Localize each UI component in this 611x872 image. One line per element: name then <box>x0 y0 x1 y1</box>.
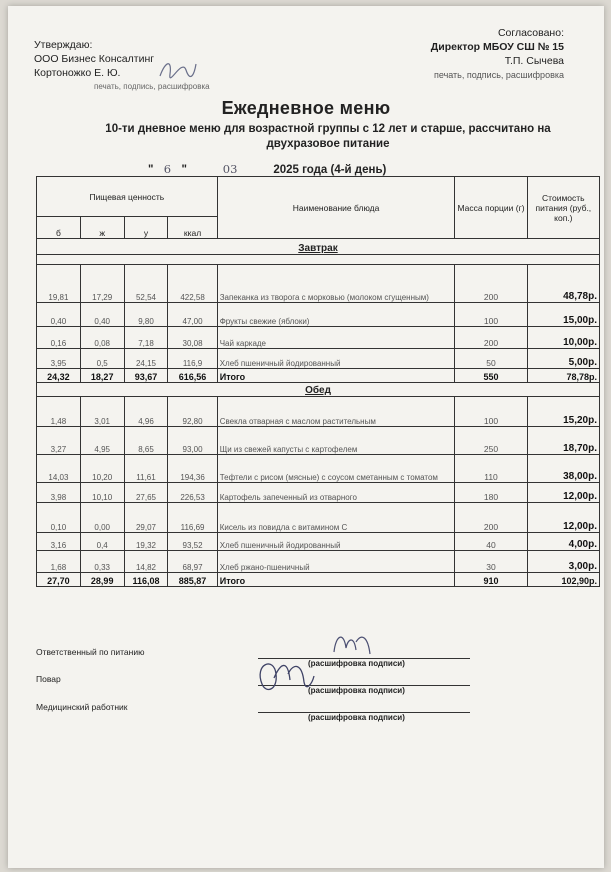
fat-cell: 0,40 <box>80 303 124 327</box>
dish-name-cell: Свекла отварная с маслом растительным <box>217 397 455 427</box>
dish-name-cell: Кисель из повидла с витамином С <box>217 503 455 533</box>
fat-cell: 4,95 <box>80 427 124 455</box>
total-fat: 28,99 <box>80 573 124 587</box>
total-carbs: 93,67 <box>124 369 168 383</box>
cost-cell: 5,00р. <box>527 349 599 369</box>
name-header: Наименование блюда <box>217 177 455 239</box>
cost-cell: 15,20р. <box>527 397 599 427</box>
cook-label: Повар <box>36 674 61 684</box>
date-year: 2025 года (4-й день) <box>273 164 387 176</box>
approval-person: Кортоножко Е. Ю. <box>34 67 121 79</box>
carbs-cell: 52,54 <box>124 265 168 303</box>
mass-cell: 110 <box>455 455 527 483</box>
total-mass: 910 <box>455 573 527 587</box>
table-row <box>37 533 600 551</box>
agreement-position: Директор МБОУ СШ № 15 <box>430 41 564 53</box>
cost-cell: 12,00р. <box>527 503 599 533</box>
fat-cell: 10,10 <box>80 483 124 503</box>
dish-name-cell: Чай каркаде <box>217 327 455 349</box>
dish-name-cell: Фрукты свежие (яблоки) <box>217 303 455 327</box>
table-row <box>37 349 600 369</box>
dish-name-cell: Картофель запеченный из отварного <box>217 483 455 503</box>
carbs-cell: 7,18 <box>124 327 168 349</box>
total-mass: 550 <box>455 369 527 383</box>
kcal-cell: 30,08 <box>168 327 217 349</box>
fat-cell: 0,4 <box>80 533 124 551</box>
table-row <box>37 551 600 573</box>
protein-cell: 14,03 <box>37 455 81 483</box>
protein-cell: 1,68 <box>37 551 81 573</box>
protein-cell: 3,98 <box>37 483 81 503</box>
date-day: 6 <box>153 162 181 177</box>
fat-cell: 0,00 <box>80 503 124 533</box>
protein-cell: 3,16 <box>37 533 81 551</box>
kcal-cell: 68,97 <box>168 551 217 573</box>
responsible-caption: (расшифровка подписи) <box>308 659 405 668</box>
protein-cell: 0,10 <box>37 503 81 533</box>
approval-caption: печать, подпись, расшифровка <box>94 82 210 91</box>
lunch-section <box>37 383 600 587</box>
page-title: Ежедневное меню <box>221 98 391 118</box>
cost-cell: 3,00р. <box>527 551 599 573</box>
agreement-block <box>431 26 564 82</box>
date-line: " 6 " 03 2025 года (4-й день) <box>148 162 387 176</box>
mass-cell: 180 <box>455 483 527 503</box>
nutrition-header: Пищевая ценность <box>37 177 218 217</box>
carbs-cell: 27,65 <box>124 483 168 503</box>
agreement-title: Согласовано: <box>497 27 564 39</box>
table-row <box>37 427 600 455</box>
lunch-title-row <box>37 383 600 397</box>
fat-cell: 3,01 <box>80 397 124 427</box>
date-month: 03 <box>190 162 270 177</box>
total-cost: 102,90р. <box>527 573 599 587</box>
mass-cell: 200 <box>455 265 527 303</box>
protein-header: б <box>37 217 81 239</box>
kcal-cell: 116,69 <box>168 503 217 533</box>
table-row <box>37 503 600 533</box>
page-subtitle: 10-ти дневное меню для возрастной группы с 12 лет и старше, рассчитано на двухразовое питание <box>105 123 551 150</box>
mass-cell: 200 <box>455 327 527 349</box>
kcal-cell: 194,36 <box>168 455 217 483</box>
cost-cell: 18,70р. <box>527 427 599 455</box>
total-carbs: 116,08 <box>124 573 168 587</box>
fat-cell: 0,08 <box>80 327 124 349</box>
menu-sheet <box>8 6 604 868</box>
kcal-cell: 422,58 <box>168 265 217 303</box>
table-row <box>37 397 600 427</box>
cost-cell: 15,00р. <box>527 303 599 327</box>
table-row <box>37 327 600 349</box>
breakfast-title-row <box>37 239 600 255</box>
table-header-row <box>37 177 600 217</box>
total-cost: 78,78р. <box>527 369 599 383</box>
fat-cell: 17,29 <box>80 265 124 303</box>
protein-cell: 0,16 <box>37 327 81 349</box>
responsible-label: Ответственный по питанию <box>36 647 145 657</box>
breakfast-total-row <box>37 369 600 383</box>
cost-cell: 10,00р. <box>527 327 599 349</box>
medic-label: Медицинский работник <box>36 702 128 712</box>
total-protein: 27,70 <box>37 573 81 587</box>
total-protein: 24,32 <box>37 369 81 383</box>
cook-caption: (расшифровка подписи) <box>308 686 405 695</box>
dish-name-cell: Хлеб ржано-пшеничный <box>217 551 455 573</box>
mass-cell: 250 <box>455 427 527 455</box>
agreement-person: Т.П. Сычева <box>504 55 564 67</box>
breakfast-title: Завтрак <box>37 239 600 255</box>
mass-cell: 50 <box>455 349 527 369</box>
cost-cell: 12,00р. <box>527 483 599 503</box>
cost-header: Стоимость питания (руб., коп.) <box>527 177 599 239</box>
mass-cell: 40 <box>455 533 527 551</box>
fat-header: ж <box>80 217 124 239</box>
approval-company: ООО Бизнес Консалтинг <box>34 53 155 65</box>
kcal-cell: 93,52 <box>168 533 217 551</box>
agreement-caption: печать, подпись, расшифровка <box>433 70 564 80</box>
carbs-cell: 29,07 <box>124 503 168 533</box>
total-label: Итого <box>217 369 455 383</box>
protein-cell: 19,81 <box>37 265 81 303</box>
total-kcal: 616,56 <box>168 369 217 383</box>
carbs-cell: 19,32 <box>124 533 168 551</box>
dish-name-cell: Хлеб пшеничный йодированный <box>217 349 455 369</box>
approval-signature <box>158 56 198 82</box>
protein-cell: 1,48 <box>37 397 81 427</box>
kcal-cell: 47,00 <box>168 303 217 327</box>
mass-cell: 100 <box>455 397 527 427</box>
carbs-header: у <box>124 217 168 239</box>
approval-title: Утверждаю: <box>34 39 93 51</box>
carbs-cell: 24,15 <box>124 349 168 369</box>
mass-cell: 100 <box>455 303 527 327</box>
dish-name-cell: Тефтели с рисом (мясные) с соусом сметанным с томатом <box>217 455 455 483</box>
responsible-signature <box>330 628 374 658</box>
protein-cell: 3,95 <box>37 349 81 369</box>
menu-table <box>36 176 600 587</box>
kcal-cell: 93,00 <box>168 427 217 455</box>
cost-cell: 4,00р. <box>527 533 599 551</box>
kcal-header: ккал <box>168 217 217 239</box>
kcal-cell: 116,9 <box>168 349 217 369</box>
kcal-cell: 92,80 <box>168 397 217 427</box>
fat-cell: 10,20 <box>80 455 124 483</box>
kcal-cell: 226,53 <box>168 483 217 503</box>
total-kcal: 885,87 <box>168 573 217 587</box>
mass-cell: 200 <box>455 503 527 533</box>
fat-cell: 0,5 <box>80 349 124 369</box>
fat-cell: 0,33 <box>80 551 124 573</box>
mass-header: Масса порции (г) <box>455 177 527 239</box>
carbs-cell: 8,65 <box>124 427 168 455</box>
table-row <box>37 455 600 483</box>
spacer-row <box>37 255 600 265</box>
breakfast-section <box>37 239 600 383</box>
lunch-total-row <box>37 573 600 587</box>
medic-caption: (расшифровка подписи) <box>308 713 405 722</box>
carbs-cell: 11,61 <box>124 455 168 483</box>
dish-name-cell: Запеканка из творога с морковью (молоком сгущенным) <box>217 265 455 303</box>
table-row <box>37 303 600 327</box>
carbs-cell: 9,80 <box>124 303 168 327</box>
lunch-title: Обед <box>37 383 600 397</box>
carbs-cell: 4,96 <box>124 397 168 427</box>
cost-cell: 38,00р. <box>527 455 599 483</box>
dish-name-cell: Щи из свежей капусты с картофелем <box>217 427 455 455</box>
protein-cell: 3,27 <box>37 427 81 455</box>
cost-cell: 48,78р. <box>527 265 599 303</box>
total-fat: 18,27 <box>80 369 124 383</box>
table-row <box>37 483 600 503</box>
dish-name-cell: Хлеб пшеничный йодированный <box>217 533 455 551</box>
table-row <box>37 265 600 303</box>
mass-cell: 30 <box>455 551 527 573</box>
cook-signature <box>252 654 316 698</box>
total-label: Итого <box>217 573 455 587</box>
protein-cell: 0,40 <box>37 303 81 327</box>
carbs-cell: 14,82 <box>124 551 168 573</box>
